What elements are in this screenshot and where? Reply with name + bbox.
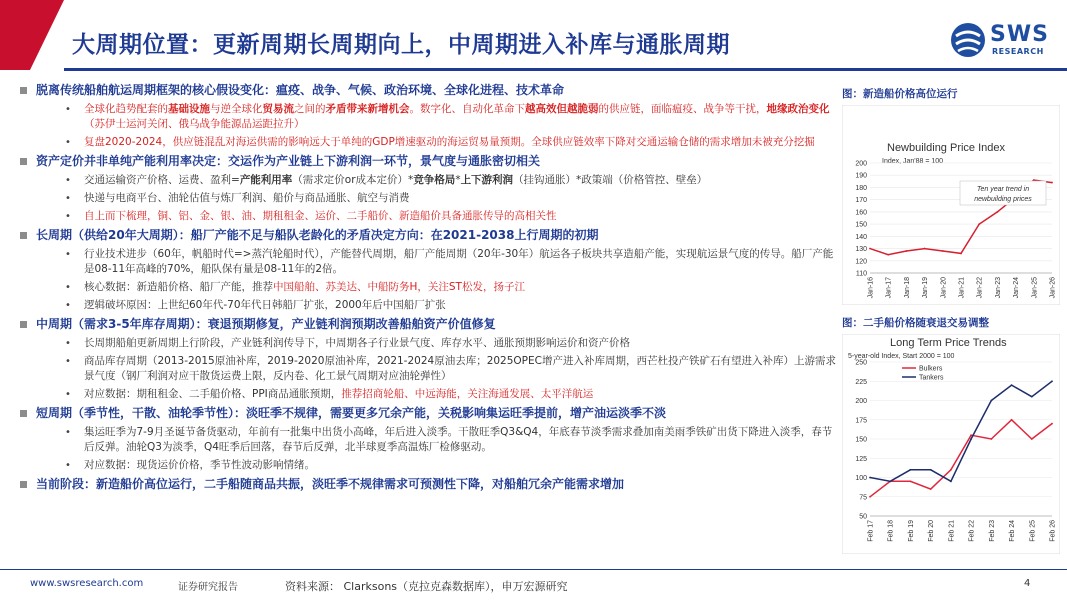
bullet-item: • 交通运输资产价格、运费、盈利=产能利用率（需求定价or成本定价）*竞争格局*上下游利润（挂钩通胀）*政策端（价格管控、壁垒）: [18, 173, 836, 188]
sws-logo: [948, 20, 1048, 60]
header-accent-band: [0, 0, 64, 72]
bullet-content: [18, 82, 836, 496]
logo-text: SWS: [990, 22, 1049, 47]
bullet-item: • 行业技术进步（60年，帆船时代=>蒸汽轮船时代），产能替代周期，船厂产能周期（20年-30年）航运各子板块共享造船产能，实现航运景气度的传导。船厂产能是08-11年高峰的70%，船队保有量是08-11年的2倍。: [18, 247, 836, 277]
data-point: [950, 469, 952, 471]
data-point: [1033, 179, 1035, 181]
x-tick-label: Jan-16: [867, 277, 875, 299]
chart-caption: 图：二手船价格随衰退交易调整: [842, 317, 989, 329]
footer-rule: [0, 569, 1067, 570]
y-tick-label: 200: [855, 160, 867, 168]
data-point: [869, 248, 871, 250]
data-point: [1051, 423, 1053, 425]
bullet-item: • 快递与电商平台、油轮估值与炼厂利润、船价与商品通胀、航空与消费: [18, 191, 836, 206]
page-title: 大周期位置：更新周期长周期向上，中周期进入补库与通胀周期: [72, 32, 730, 58]
x-tick-label: Feb 26: [1049, 520, 1057, 542]
y-tick-label: 100: [855, 475, 867, 482]
bullet-item: • 对应数据：期租租金、二手船价格、PPI商品通胀预期，推荐招商轮船、中远海能，关注海通发展、太平洋航运: [18, 387, 836, 402]
data-point: [960, 253, 962, 255]
x-tick-label: Jan-22: [976, 277, 984, 299]
section-heading: 中周期（需求3-5年库存周期）：衰退预期修复，产业链利润预期改善船舶资产价值修复: [18, 316, 836, 333]
x-tick-label: Jan-19: [922, 277, 930, 299]
data-point: [978, 223, 980, 225]
y-tick-label: 130: [855, 246, 867, 254]
section-heading: 资产定价并非单纯产能利用率决定：交运作为产业链上下游利润一环节，景气度与通胀密切相关: [18, 153, 836, 170]
page-number: 4: [1024, 578, 1031, 589]
x-tick-label: Feb 24: [1009, 520, 1017, 542]
data-point: [990, 438, 992, 440]
x-tick-label: Feb 22: [968, 520, 976, 542]
x-tick-label: Jan-18: [903, 277, 911, 299]
x-tick-label: Jan-24: [1013, 277, 1021, 299]
x-tick-label: Feb 18: [887, 520, 895, 542]
data-point: [889, 480, 891, 482]
data-point: [997, 211, 999, 213]
x-tick-label: Jan-23: [994, 277, 1002, 299]
y-tick-label: 120: [855, 258, 867, 266]
chart-title: Long Term Price Trends: [890, 337, 1007, 349]
x-tick-label: Jan-25: [1031, 277, 1039, 299]
data-point: [869, 477, 871, 479]
section-heading: 当前阶段：新造船价高位运行，二手船随商品共振，淡旺季不规律需求可预测性下降，对船舶冗余产能需求增加: [18, 476, 836, 493]
y-tick-label: 180: [855, 184, 867, 192]
section-heading: 长周期（供给20年大周期）：船厂产能不足与船队老龄化的矛盾决定方向：在2021-2038上行周期的初期: [18, 227, 836, 244]
data-point: [930, 469, 932, 471]
x-tick-label: Feb 25: [1029, 520, 1037, 542]
bullet-item: • 逻辑破坏原因：上世纪60年代-70年代日韩船厂扩张，2000年后中国船厂扩张: [18, 298, 836, 313]
bullet-item: • 商品库存周期（2013-2015原油补库，2019-2020原油补库，2021-2024原油去库；2025OPEC增产进入补库周期，西芒杜投产铁矿石有望进入补库）上游需求景气度（钢厂利润对应干散货运费上限，反内卷、化工景气周期对应油轮弹性）: [18, 354, 836, 384]
y-tick-label: 190: [855, 172, 867, 180]
footer-tag: 证券研究报告: [178, 582, 238, 593]
y-tick-label: 140: [855, 233, 867, 241]
logo-mark-icon: [948, 20, 988, 60]
data-point: [910, 469, 912, 471]
chart-subtitle: 5-year-old Index, Start 2000 = 100: [848, 353, 955, 360]
y-tick-label: 150: [855, 436, 867, 444]
y-tick-label: 200: [855, 398, 867, 405]
data-point: [910, 480, 912, 482]
x-tick-label: Feb 23: [988, 520, 996, 542]
data-point: [1051, 182, 1053, 184]
x-tick-label: Jan-17: [885, 277, 893, 299]
slide-header: [0, 0, 1067, 78]
data-point: [887, 254, 889, 256]
bullet-item: • 对应数据：现货运价价格，季节性波动影响情绪。: [18, 458, 836, 473]
y-tick-label: 110: [855, 270, 867, 278]
bullet-item: • 全球化趋势配套的基础设施与逆全球化贸易流之间的矛盾带来新增机会。数字化、自动化革命下越高效但越脆弱的供应链，面临瘟疫、战争等干扰，地缘政治变化（苏伊士运河关闭、俄乌战争能源品运距拉升）: [18, 102, 836, 132]
x-tick-label: Feb 20: [928, 520, 936, 542]
data-point: [990, 400, 992, 402]
bullet-item: • 集运旺季为7-9月圣诞节备货驱动，年前有一批集中出货小高峰，年后进入淡季。干散旺季Q3&Q4，年底春节淡季需求叠加南美雨季铁矿出货下降进入淡季，春节后反弹。油轮Q3为淡季，Q4旺季后回落，春节后反弹，北半球夏季高温炼厂检修驱动。: [18, 425, 836, 455]
chart-subtitle: Index, Jan'88 = 100: [882, 158, 944, 165]
section-heading: 短周期（季节性，干散、油轮季节性）：淡旺季不规律，需要更多冗余产能，关税影响集运旺季提前，增产油运淡季不淡: [18, 405, 836, 422]
bullet-item: • 核心数据：新造船价格、船厂产能，推荐中国船舶、苏美达、中船防务H，关注ST松发，扬子江: [18, 280, 836, 295]
chart-caption: 图：新造船价格高位运行: [842, 88, 958, 100]
bullet-item: • 复盘2020-2024，供应链混乱对海运供需的影响远大于单纯的GDP增速驱动的海运贸易量预期。全球供应链效率下降对交通运输仓储的需求增加未被充分挖掘: [18, 135, 836, 150]
header-rule: [64, 68, 1067, 71]
longterm-chart-svg: [842, 334, 1060, 554]
x-tick-label: Jan-21: [958, 277, 966, 299]
slide-footer: [0, 569, 1067, 600]
y-tick-label: 175: [855, 417, 867, 425]
legend-label: Bulkers: [919, 365, 943, 373]
footer-url[interactable]: www.swsresearch.com: [30, 578, 144, 589]
data-point: [1051, 380, 1053, 382]
annotation-text: Ten year trend in: [976, 186, 1030, 193]
x-tick-label: Jan-20: [940, 277, 948, 299]
x-tick-label: Feb 21: [948, 520, 956, 542]
x-tick-label: Feb 19: [907, 520, 915, 542]
newbuilding-chart-svg: [842, 105, 1060, 305]
y-tick-label: 125: [855, 455, 867, 463]
x-tick-label: Feb 17: [867, 520, 875, 542]
data-point: [924, 248, 926, 250]
logo-subtext: RESEARCH: [992, 47, 1044, 56]
data-point: [930, 488, 932, 490]
section-heading: 脱离传统船舶航运周期框架的核心假设变化：瘟疫、战争、气候、政治环境、全球化进程、技术革命: [18, 82, 836, 99]
data-point: [950, 480, 952, 482]
data-point: [1031, 438, 1033, 440]
x-tick-label: Jan-26: [1049, 277, 1057, 299]
data-point: [942, 250, 944, 252]
legend-label: Tankers: [919, 374, 944, 382]
y-tick-label: 160: [855, 209, 867, 217]
data-point: [906, 250, 908, 252]
y-tick-label: 225: [855, 378, 867, 386]
longterm-chart: [842, 334, 1060, 558]
footer-source: 资料来源： Clarksons（克拉克森数据库），申万宏源研究: [285, 580, 568, 593]
data-point: [1011, 419, 1013, 421]
bullet-item: • 长周期船舶更新周期上行阶段，产业链利润传导下，中周期各子行业景气度、库存水平、通胀预期影响运价和资产价格: [18, 336, 836, 351]
data-point: [970, 434, 972, 436]
annotation-text: newbuilding prices: [974, 196, 1032, 203]
side-charts: [842, 86, 1060, 558]
y-tick-label: 170: [855, 197, 867, 205]
y-tick-label: 150: [855, 221, 867, 229]
data-point: [869, 496, 871, 498]
data-point: [1011, 384, 1013, 386]
y-tick-label: 75: [859, 494, 867, 502]
y-tick-label: 50: [859, 513, 867, 521]
data-point: [970, 438, 972, 440]
chart-title: Newbuilding Price Index: [887, 142, 1006, 154]
newbuilding-chart: [842, 105, 1060, 309]
data-point: [1031, 396, 1033, 398]
y-tick-label: 250: [855, 359, 867, 367]
bullet-item: • 自上而下梳理，铜、铝、金、银、油、期租租金、运价、二手船价、新造船价具备通胀传导的高相关性: [18, 209, 836, 224]
